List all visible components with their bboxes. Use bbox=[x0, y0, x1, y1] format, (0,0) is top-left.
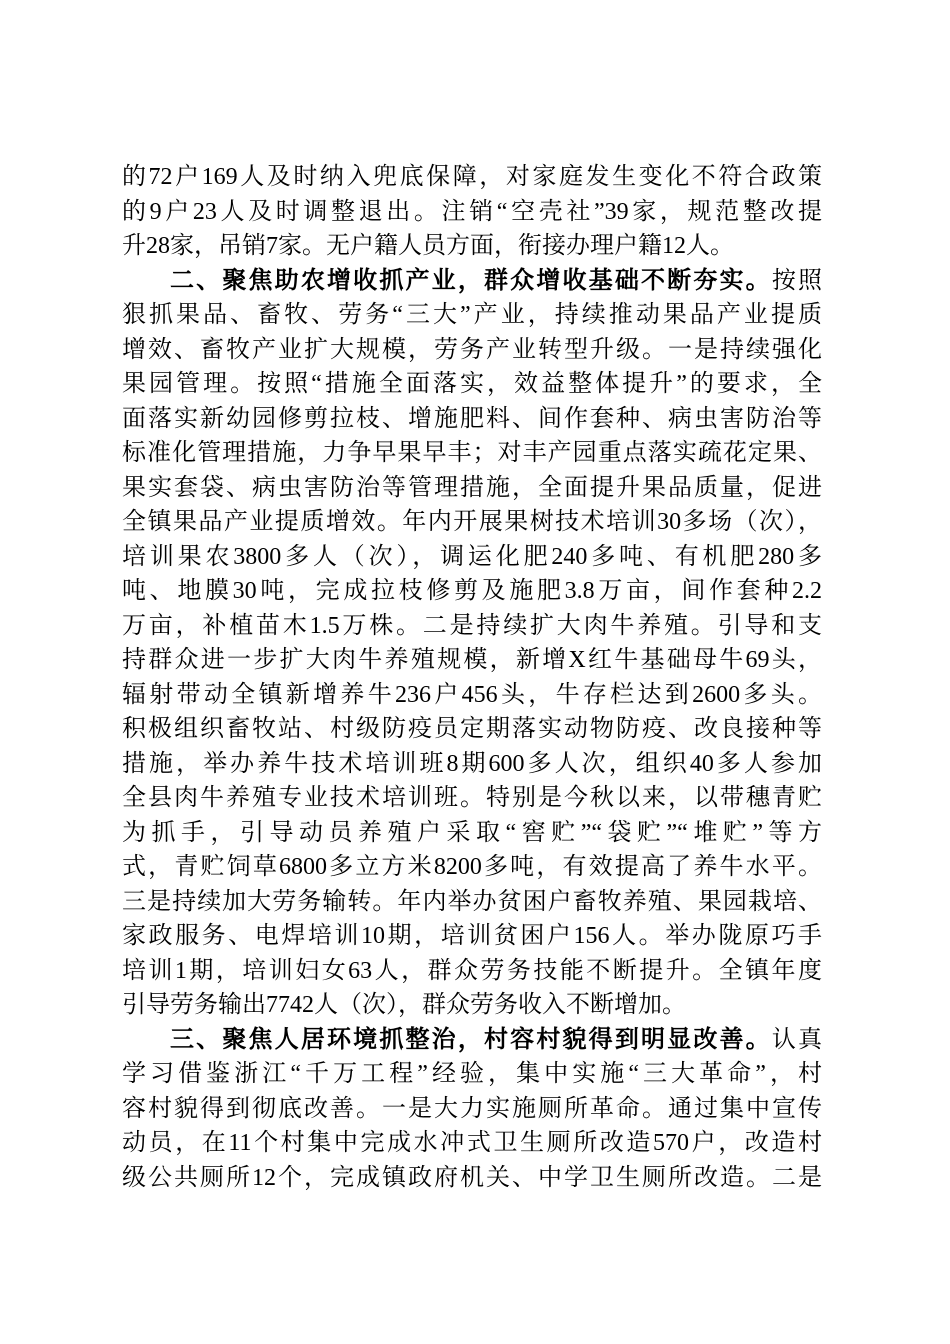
text-line bbox=[122, 333, 822, 368]
text-line bbox=[122, 540, 822, 575]
line-text: 三是持续加大劳务输转。年内举办贫困户畜牧养殖、果园栽培、 bbox=[122, 888, 822, 915]
text-line bbox=[122, 919, 822, 954]
line-text: 培训果农3800多人（次），调运化肥240多吨、有机肥280多 bbox=[122, 543, 822, 570]
text-line bbox=[122, 505, 822, 540]
line-text: 培训1期，培训妇女63人，群众劳务技能不断提升。全镇年度 bbox=[122, 957, 822, 984]
line-text: 式，青贮饲草6800多立方米8200多吨，有效提高了养牛水平。 bbox=[122, 854, 822, 880]
text-line bbox=[122, 781, 822, 816]
line-text: 全镇果品产业提质增效。年内开展果树技术培训30多场（次）， bbox=[122, 509, 822, 535]
text-line bbox=[122, 367, 822, 402]
line-text: 的72户169人及时纳入兜底保障，对家庭发生变化不符合政策 bbox=[122, 164, 822, 190]
text-line bbox=[122, 885, 822, 920]
text-line bbox=[122, 643, 822, 678]
text-line bbox=[122, 712, 822, 747]
text-line bbox=[122, 298, 822, 333]
text-line bbox=[122, 1161, 822, 1196]
line-text: 的9户23人及时调整退出。注销“空壳社”39家，规范整改提 bbox=[122, 198, 822, 225]
text-line bbox=[122, 747, 822, 782]
text-line bbox=[122, 988, 822, 1023]
line-text: 辐射带动全镇新增养牛236户456头，牛存栏达到2600多头。 bbox=[122, 681, 822, 708]
text-line bbox=[122, 850, 822, 885]
line-text: 升28家，吊销7家。无户籍人员方面，衔接办理户籍12人。 bbox=[122, 233, 734, 259]
document-body bbox=[122, 160, 822, 1195]
text-line bbox=[122, 1023, 822, 1058]
text-line bbox=[122, 1126, 822, 1161]
line-text: 增效、畜牧产业扩大规模，劳务产业转型升级。一是持续强化 bbox=[122, 336, 822, 363]
text-line bbox=[122, 816, 822, 851]
line-text: 动员，在11个村集中完成水冲式卫生厕所改造570户，改造村 bbox=[122, 1130, 822, 1156]
text-line bbox=[122, 229, 822, 264]
line-text: 万亩，补植苗木1.5万株。二是持续扩大肉牛养殖。引导和支 bbox=[122, 612, 822, 639]
text-line bbox=[122, 954, 822, 989]
line-text: 学习借鉴浙江“千万工程”经验，集中实施“三大革命”，村 bbox=[122, 1061, 822, 1087]
text-line bbox=[122, 1092, 822, 1127]
text-line bbox=[122, 574, 822, 609]
line-text: 引导劳务输出7742人（次），群众劳务收入不断增加。 bbox=[122, 992, 686, 1018]
line-text: 认真 bbox=[771, 1026, 823, 1053]
text-line bbox=[122, 264, 822, 299]
line-text: 吨、地膜30吨，完成拉枝修剪及施肥3.8万亩，间作套种2.2 bbox=[122, 578, 822, 604]
text-line bbox=[122, 160, 822, 195]
line-text: 狠抓果品、畜牧、劳务“三大”产业，持续推动果品产业提质 bbox=[122, 302, 822, 328]
line-text: 为抓手，引导动员养殖户采取“窖贮”“袋贮”“堆贮”等方 bbox=[122, 819, 822, 846]
text-line bbox=[122, 678, 822, 713]
line-text: 面落实新幼园修剪拉枝、增施肥料、间作套种、病虫害防治等 bbox=[122, 405, 822, 432]
line-text: 全县肉牛养殖专业技术培训班。特别是今秋以来，以带穗青贮 bbox=[122, 785, 822, 811]
text-line bbox=[122, 609, 822, 644]
line-text: 措施，举办养牛技术培训班8期600多人次，组织40多人参加 bbox=[122, 750, 822, 777]
text-line bbox=[122, 195, 822, 230]
text-line bbox=[122, 471, 822, 506]
line-text: 按照 bbox=[771, 267, 823, 294]
line-text: 积极组织畜牧站、村级防疫员定期落实动物防疫、改良接种等 bbox=[122, 716, 822, 742]
text-line bbox=[122, 1057, 822, 1092]
section-heading: 三、聚焦人居环境抓整治，村容村貌得到明显改善。 bbox=[170, 1026, 772, 1053]
line-text: 级公共厕所12个，完成镇政府机关、中学卫生厕所改造。二是 bbox=[122, 1164, 822, 1191]
line-text: 容村貌得到彻底改善。一是大力实施厕所革命。通过集中宣传 bbox=[122, 1095, 822, 1122]
section-heading: 二、聚焦助农增收抓产业，群众增收基础不断夯实。 bbox=[170, 267, 772, 294]
line-text: 果园管理。按照“措施全面落实，效益整体提升”的要求，全 bbox=[122, 371, 822, 397]
line-text: 果实套袋、病虫害防治等管理措施，全面提升果品质量，促进 bbox=[122, 474, 822, 501]
line-text: 标准化管理措施，力争早果早丰；对丰产园重点落实疏花定果、 bbox=[122, 440, 822, 466]
line-text: 家政服务、电焊培训10期，培训贫困户156人。举办陇原巧手 bbox=[122, 923, 822, 949]
line-text: 持群众进一步扩大肉牛养殖规模，新增X红牛基础母牛69头， bbox=[122, 647, 822, 673]
text-line bbox=[122, 436, 822, 471]
text-line bbox=[122, 402, 822, 437]
